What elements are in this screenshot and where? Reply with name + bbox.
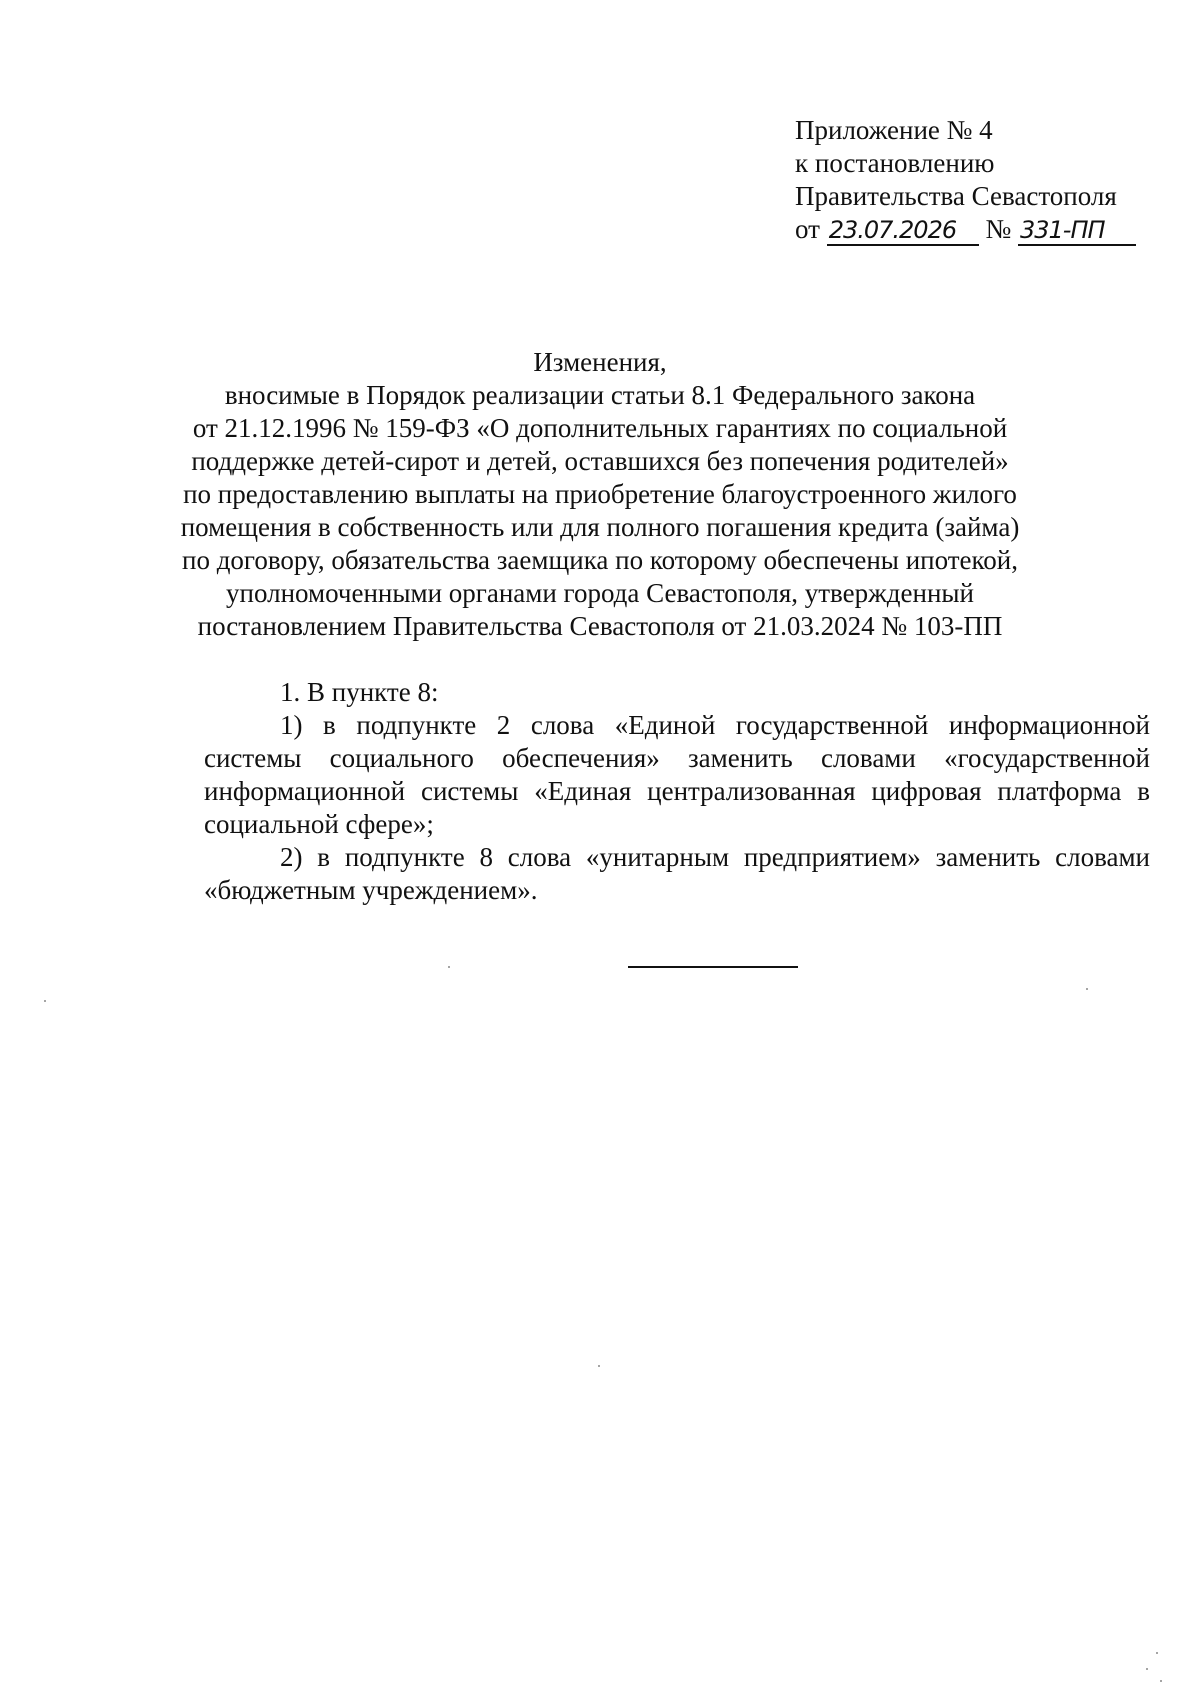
document-body	[204, 676, 1150, 907]
annex-to-resolution: к постановлению	[795, 148, 995, 178]
paragraph-point-1: 1. В пункте 8:	[280, 677, 439, 707]
annex-title: Приложение № 4	[795, 115, 993, 145]
title-line: по предоставлению выплаты на приобретение благоустроенного жилого	[183, 479, 1017, 509]
title-line: постановлением Правительства Севастополя от 21.03.2024 № 103-ПП	[197, 611, 1003, 641]
title-line: поддержке детей-сирот и детей, оставшихся без попечения родителей»	[191, 446, 1009, 476]
title-line: помещения в собственность или для полного погашения кредита (займа)	[180, 512, 1020, 542]
scan-speck	[1086, 988, 1088, 990]
paragraph-subpoint-1: 1) в подпункте 2 слова «Единой государственной информационной системы социального обеспечения» заменить словами «государственной информационной системы «Единая централизованная цифровая платформа в социальной сфере»;	[204, 710, 1150, 839]
number-prefix: №	[985, 214, 1012, 244]
annex-government: Правительства Севастополя	[795, 181, 1117, 211]
handwritten-date: 23.07.2026	[827, 216, 979, 246]
date-prefix: от	[795, 214, 820, 244]
scan-speck	[598, 1365, 600, 1367]
document-title	[180, 346, 1020, 643]
closing-rule	[628, 966, 798, 968]
scan-speck	[1156, 1652, 1158, 1654]
handwritten-number: 331-ПП	[1018, 216, 1136, 246]
scan-speck	[44, 1000, 46, 1002]
title-line: от 21.12.1996 № 159-ФЗ «О дополнительных гарантиях по социальной	[192, 413, 1008, 443]
paragraph-subpoint-2: 2) в подпункте 8 слова «унитарным предприятием» заменить словами «бюджетным учреждением».	[204, 842, 1150, 905]
annex-block	[795, 114, 1136, 246]
title-line: вносимые в Порядок реализации статьи 8.1 Федерального закона	[224, 380, 976, 410]
scan-speck	[448, 966, 450, 968]
scan-speck	[1146, 1668, 1148, 1670]
scan-speck	[1160, 1680, 1162, 1682]
title-line: уполномоченными органами города Севастополя, утвержденный	[226, 578, 974, 608]
title-line: по договору, обязательства заемщика по которому обеспечены ипотекой,	[182, 545, 1018, 575]
annex-date-number-line	[795, 213, 1136, 246]
title-heading: Изменения,	[533, 347, 667, 377]
